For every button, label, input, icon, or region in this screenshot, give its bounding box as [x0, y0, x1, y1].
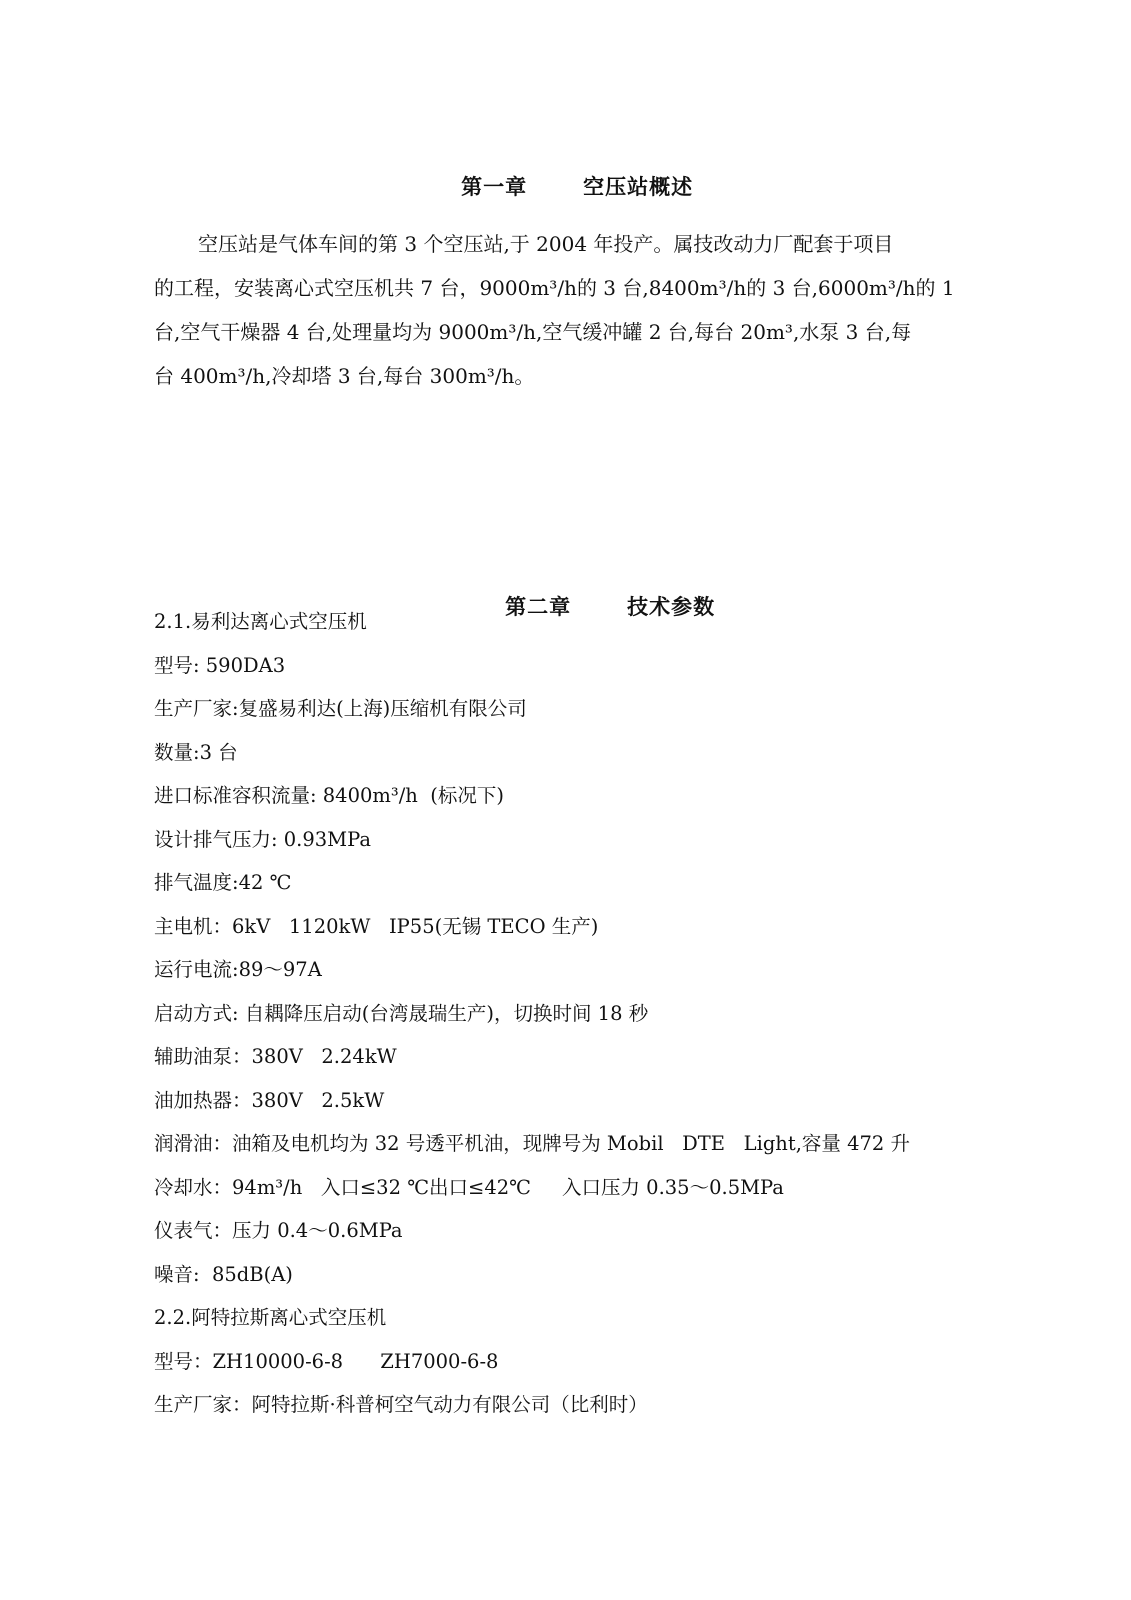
chapter-2-number: 第二章 — [505, 594, 572, 619]
spec-running-current: 运行电流:89～97A — [154, 958, 322, 981]
chapter-1-number: 第一章 — [461, 174, 528, 199]
spec-start-method: 启动方式: 自耦降压启动(台湾晟瑞生产)，切换时间 18 秒 — [154, 1001, 649, 1025]
intro-line: 台 400m³/h,冷却塔 3 台,每台 300m³/h。 — [154, 364, 535, 388]
intro-line: 的工程，安装离心式空压机共 7 台，9000m³/h的 3 台,8400m³/h的 3 台,6000m³/h的 1 — [154, 276, 955, 300]
spec-lubricant: 润滑油：油箱及电机均为 32 号透平机油，现牌号为 Mobil DTE Light,容量 472 升 — [154, 1132, 911, 1155]
spec-noise: 噪音: 85dB(A) — [154, 1262, 293, 1286]
chapter-1-heading — [0, 146, 1126, 226]
spec-quantity: 数量:3 台 — [154, 740, 238, 764]
spec-cooling-water: 冷却水：94m³/h 入口≤32 ℃出口≤42℃ 入口压力 0.35～0.5MPa — [154, 1175, 784, 1199]
chapter-1-title: 空压站概述 — [583, 174, 694, 199]
intro-line: 台,空气干燥器 4 台,处理量均为 9000m³/h,空气缓冲罐 2 台,每台 20m³,水泵 3 台,每 — [154, 320, 912, 344]
spec-model: 型号: 590DA3 — [154, 653, 286, 677]
intro-line: 空压站是气体车间的第 3 个空压站,于 2004 年投产。属技改动力厂配套于项目 — [198, 232, 894, 256]
section-heading-2-1: 2.1.易利达离心式空压机 — [154, 610, 367, 633]
spec-inlet-flow: 进口标准容积流量: 8400m³/h (标况下) — [154, 784, 504, 807]
spec-model-atlas: 型号：ZH10000-6-8 ZH7000-6-8 — [154, 1349, 499, 1373]
spec-manufacturer-atlas: 生产厂家：阿特拉斯·科普柯空气动力有限公司（比利时） — [154, 1393, 648, 1416]
spec-aux-oil-pump: 辅助油泵：380V 2.24kW — [154, 1045, 397, 1068]
spec-oil-heater: 油加热器：380V 2.5kW — [154, 1088, 385, 1112]
spec-list — [154, 600, 994, 1427]
spec-discharge-temperature: 排气温度:42 ℃ — [154, 871, 292, 894]
intro-paragraph — [154, 222, 984, 398]
chapter-2-title: 技术参数 — [627, 594, 716, 619]
spec-main-motor: 主电机：6kV 1120kW IP55(无锡 TECO 生产) — [154, 914, 599, 938]
spec-instrument-air: 仪表气：压力 0.4～0.6MPa — [154, 1219, 403, 1242]
spec-discharge-pressure: 设计排气压力: 0.93MPa — [154, 827, 372, 851]
spec-manufacturer: 生产厂家:复盛易利达(上海)压缩机有限公司 — [154, 697, 527, 720]
section-heading-2-2: 2.2.阿特拉斯离心式空压机 — [154, 1306, 387, 1329]
